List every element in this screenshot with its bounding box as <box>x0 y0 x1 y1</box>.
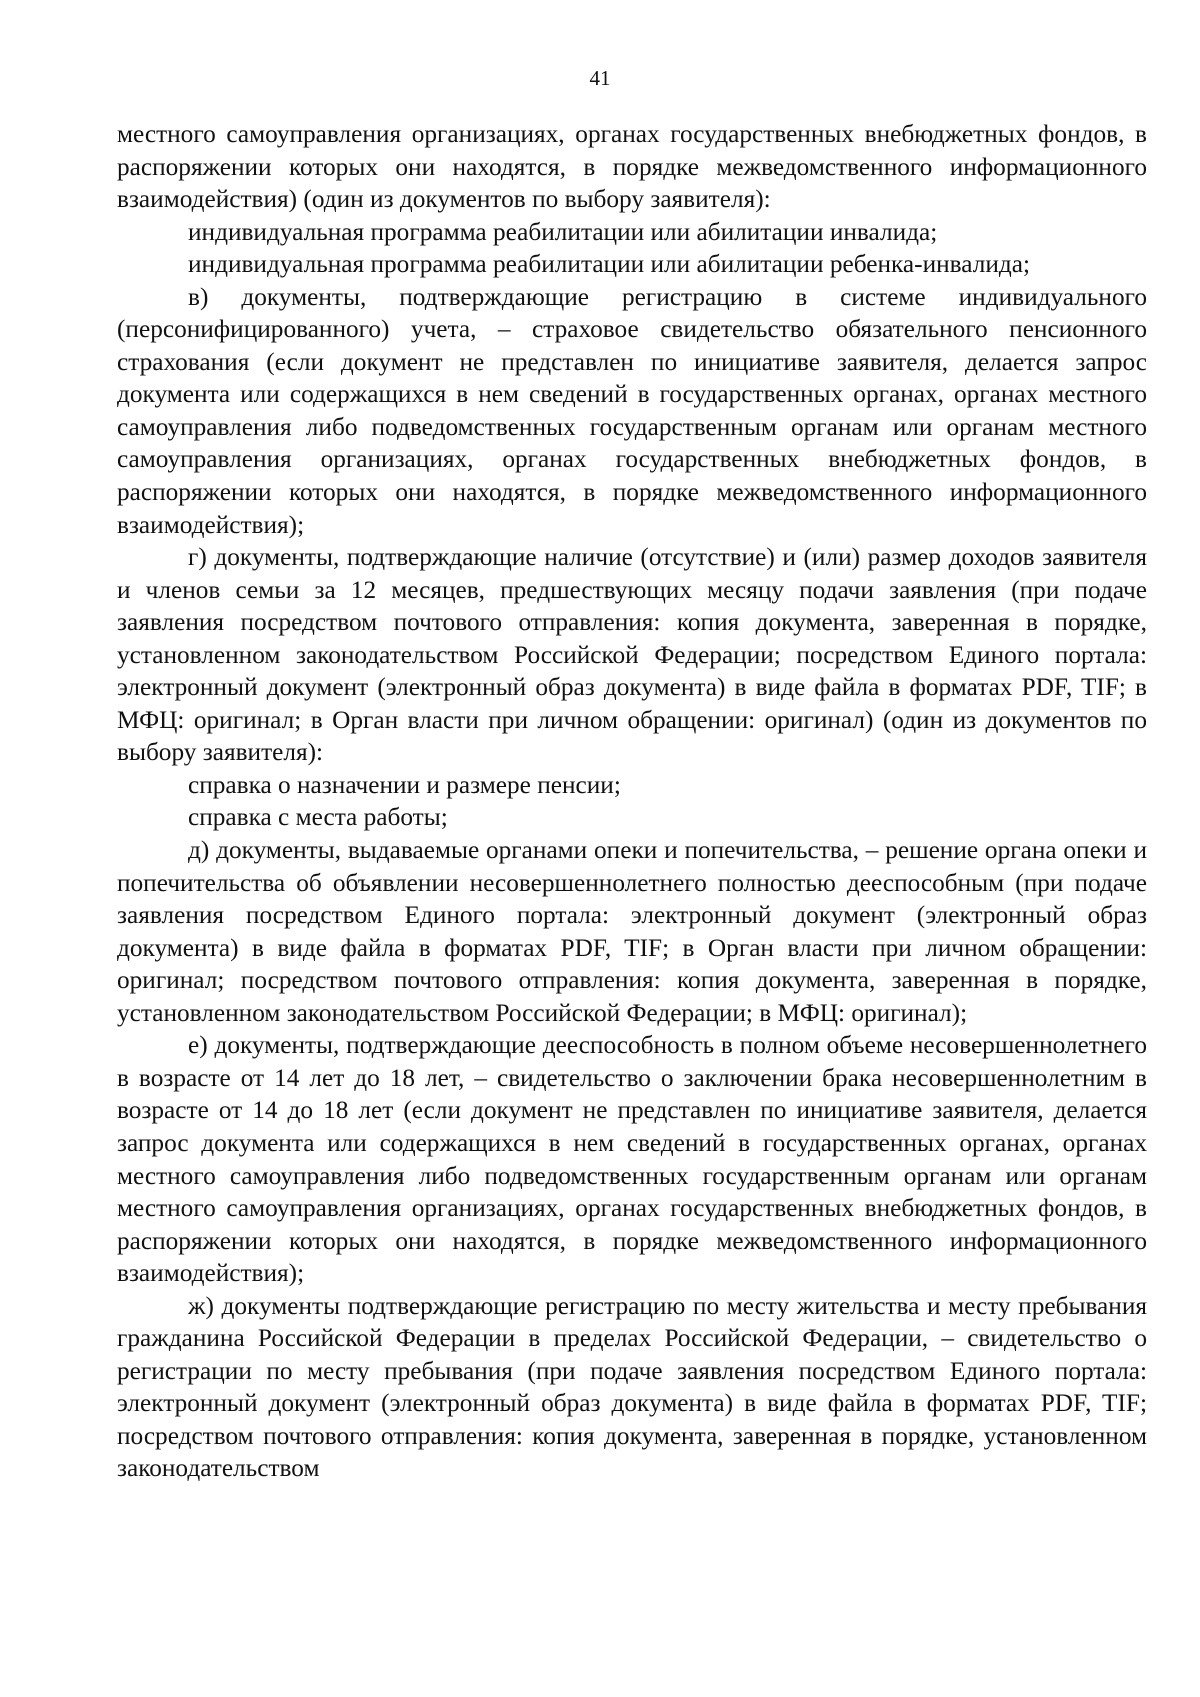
paragraph-d-guardianship: д) документы, выдаваемые органами опеки и попечительства, – решение органа опеки и попечительства об объявлении несовершеннолетнего полностью дееспособным (при подаче заявления посредством Единого портала: электронный документ (электронный образ документа) в виде файла в форматах PDF, TIF; в Орган власти при личном обращении: оригинал; посредством почтового отправления: копия документа, заверенная в порядке, установленном законодательством Российской Федерации; в МФЦ: оригинал); <box>117 836 1147 1027</box>
list-item-pension-certificate: справка о назначении и размере пенсии; <box>188 770 621 799</box>
paragraph-zh-residence: ж) документы подтверждающие регистрацию по месту жительства и месту пребывания гражданина Российской Федерации в пределах Российской Федерации, – свидетельство о регистрации по месту пребывания (при подаче заявления посредством Единого портала: электронный документ (электронный образ документа) в виде файла в форматах PDF, TIF; посредством почтового отправления: копия документа, заверенная в порядке, установленном законодательством <box>117 1291 1147 1483</box>
paragraph-v-registration: в) документы, подтверждающие регистрацию в системе индивидуального (персонифицированного) учета, – страховое свидетельство обязательного пенсионного страхования (если документ не представлен по инициативе заявителя, делается запрос документа или содержащихся в нем сведений в государственных органах, органах местного самоуправления либо подведомственных государственным органам или органам местного самоуправления организациях, органах государственных внебюджетных фондов, в распоряжении которых они находятся, в порядке межведомственного информационного взаимодействия); <box>117 282 1147 539</box>
paragraph-e-capacity: е) документы, подтверждающие дееспособность в полном объеме несовершеннолетнего в возрасте от 14 лет до 18 лет, – свидетельство о заключении брака несовершеннолетним в возрасте от 14 до 18 лет (если документ не представлен по инициативе заявителя, делается запрос документа или содержащихся в нем сведений в государственных органах, органах местного самоуправления либо подведомственных государственным органам или органам местного самоуправления организациях, органах государственных внебюджетных фондов, в распоряжении которых они находятся, в порядке межведомственного информационного взаимодействия); <box>117 1031 1147 1288</box>
paragraph-g-income: г) документы, подтверждающие наличие (отсутствие) и (или) размер доходов заявителя и членов семьи за 12 месяцев, предшествующих месяцу подачи заявления (при подаче заявления посредством почтового отправления: копия документа, заверенная в порядке, установленном законодательством Российской Федерации; посредством Единого портала: электронный документ (электронный образ документа) в виде файла в форматах PDF, TIF; в МФЦ: оригинал; в Орган власти при личном обращении: оригинал) (один из документов по выбору заявителя): <box>117 543 1147 767</box>
list-item-ipra-child: индивидуальная программа реабилитации или абилитации ребенка-инвалида; <box>188 250 1030 279</box>
body-text <box>117 118 1147 1485</box>
page-number: 41 <box>589 66 611 90</box>
list-item-ipra-disabled: индивидуальная программа реабилитации или абилитации инвалида; <box>188 217 938 246</box>
paragraph-continuation: местного самоуправления организациях, органах государственных внебюджетных фондов, в распоряжении которых они находятся, в порядке межведомственного информационного взаимодействия) (один из документов по выбору заявителя): <box>117 120 1147 214</box>
list-item-work-certificate: справка с места работы; <box>188 803 448 832</box>
